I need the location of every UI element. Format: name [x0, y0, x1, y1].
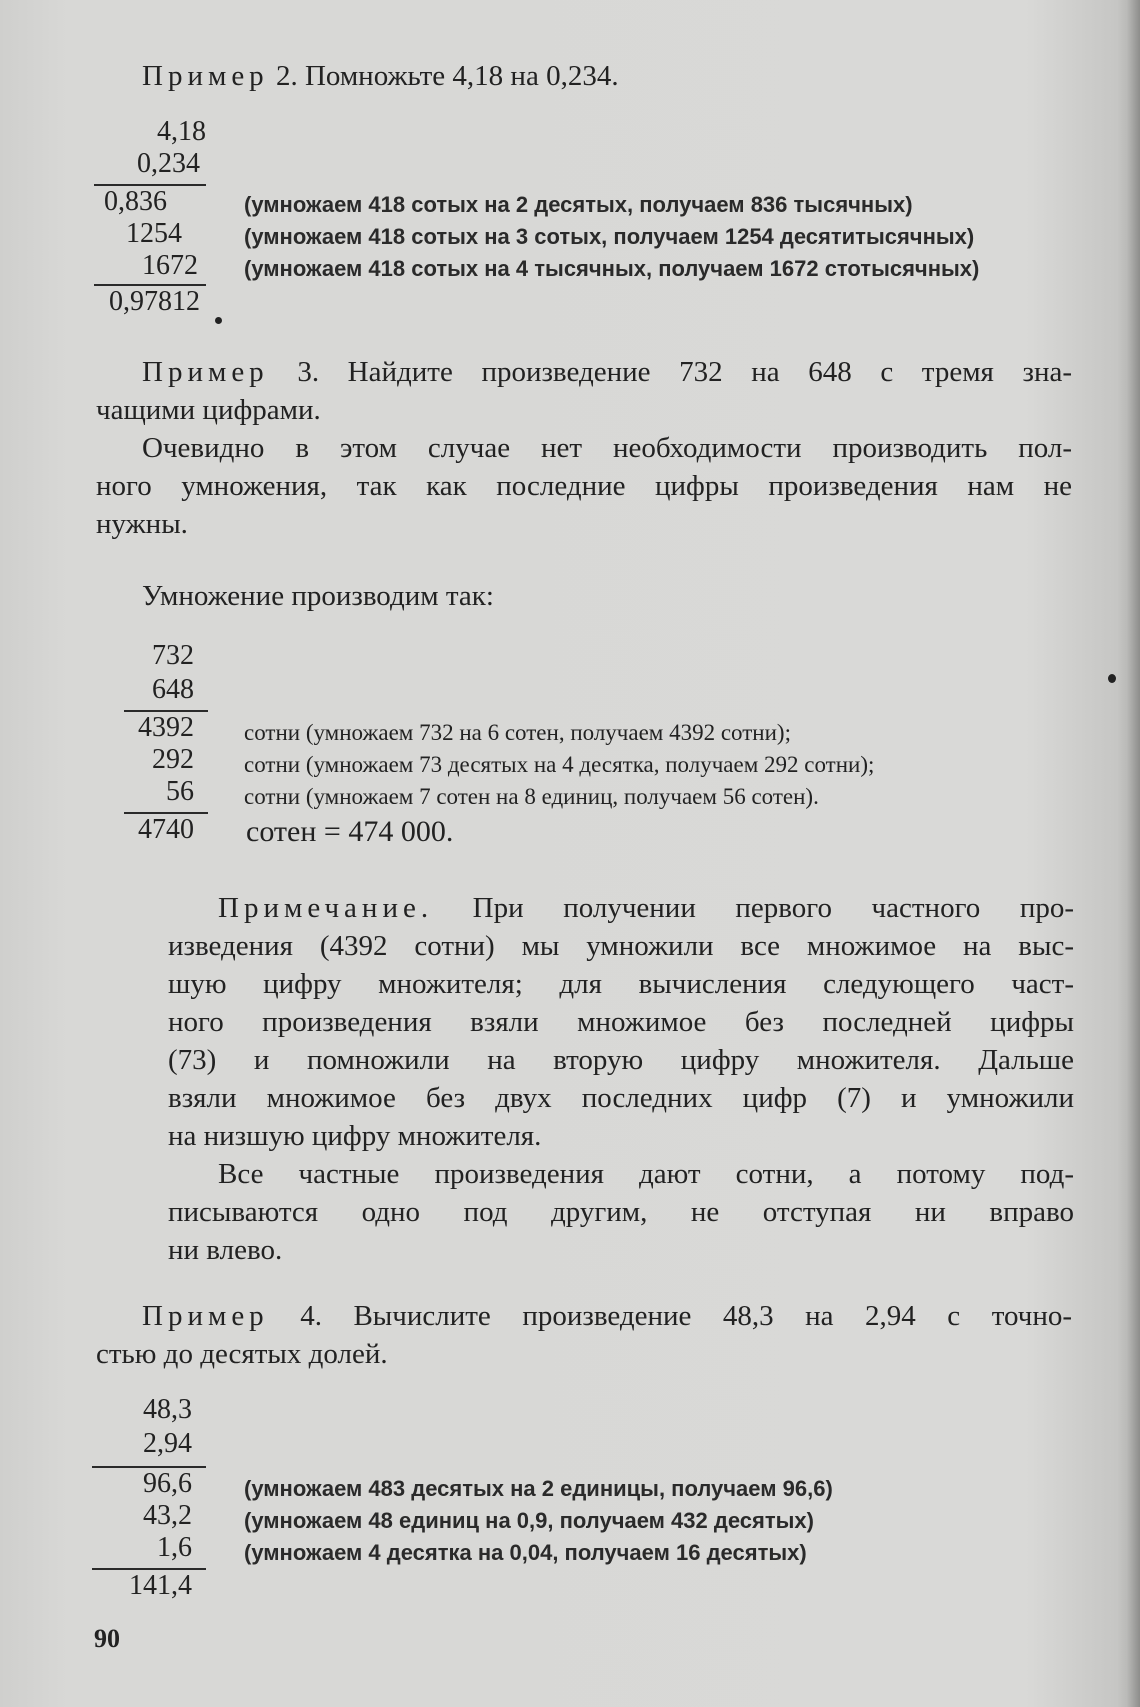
example-4-text: 4. Вычислите произведение 48,3 на 2,94 с точно- [300, 1300, 1072, 1332]
ex3-para-line-2: ного умножения, так как последние цифры произведения нам не [96, 470, 1072, 502]
example-2-label: Пример [142, 60, 269, 92]
ex2-note-3: (умножаем 418 сотых на 4 тысячных, получаем 1672 стотысячных) [244, 256, 980, 281]
example-4-title [142, 1298, 1072, 1334]
example-2-title [142, 58, 619, 94]
ex4-partial-2: 43,2 [143, 1500, 192, 1531]
margin-ink-dot [1108, 674, 1116, 683]
ex3-multiplicand: 732 [152, 640, 194, 671]
page-number: 90 [94, 1624, 120, 1653]
remark-para2-line-2: писываются одно под другим, не отступая ни вправо [168, 1196, 1074, 1228]
ex4-note-2: (умножаем 48 единиц на 0,9, получаем 432 десятых) [244, 1508, 814, 1533]
ex2-partial-1: 0,836 [104, 186, 167, 217]
example-3-title-cont: чащими цифрами. [96, 394, 321, 426]
page-spine-shadow [1126, 0, 1140, 1707]
remark-line-4: ного произведения взяли множимое без последней цифры [168, 1006, 1074, 1038]
ex3-partial-2: 292 [152, 744, 194, 775]
ex4-product: 141,4 [129, 1570, 192, 1601]
ex2-partial-3: 1672 [142, 250, 198, 281]
remark-first-line [218, 890, 1074, 926]
example-2-text: 2. Помножьте 4,18 на 0,234. [275, 60, 619, 92]
ex2-note-1: (умножаем 418 сотых на 2 десятых, получаем 836 тысячных) [244, 192, 913, 217]
ex2-multiplicand: 4,18 [157, 116, 206, 147]
example-4-label: Пример [142, 1300, 269, 1332]
ex3-para-line-1: Очевидно в этом случае нет необходимости производить пол- [142, 432, 1072, 464]
ex2-product: 0,97812 [109, 286, 200, 317]
ex4-multiplicand: 48,3 [143, 1394, 192, 1425]
ex4-partial-1: 96,6 [143, 1468, 192, 1499]
ex3-partial-3: 56 [166, 776, 194, 807]
ex2-partial-2: 1254 [126, 218, 182, 249]
ex3-partial-1: 4392 [138, 712, 194, 743]
ex4-partial-3: 1,6 [157, 1532, 192, 1563]
remark-first-text: При получении первого частного про- [472, 892, 1074, 924]
ex3-multiplier: 648 [152, 674, 194, 705]
remark-line-7: на низшую цифру множителя. [168, 1120, 542, 1152]
ex3-note-2: сотни (умножаем 73 десятых на 4 десятка, получаем 292 сотни); [244, 752, 875, 777]
remark-line-6: взяли множимое без двух последних цифр (7) и умножили [168, 1082, 1074, 1114]
example-3-title [142, 354, 1072, 390]
remark-line-3: шую цифру множителя; для вычисления следующего част- [168, 968, 1074, 1000]
ex2-multiplier: 0,234 [137, 148, 200, 179]
example-4-title-cont: стью до десятых долей. [96, 1338, 388, 1370]
ex3-product: 4740 [138, 814, 194, 845]
ex4-note-3: (умножаем 4 десятка на 0,04, получаем 16 десятых) [244, 1540, 807, 1565]
ex4-note-1: (умножаем 483 десятых на 2 единицы, получаем 96,6) [244, 1476, 833, 1501]
example-3-label: Пример [142, 356, 269, 388]
ex2-note-2: (умножаем 418 сотых на 3 сотых, получаем 1254 десятитысячных) [244, 224, 975, 249]
ex3-note-3: сотни (умножаем 7 сотен на 8 единиц, получаем 56 сотен). [244, 784, 819, 809]
ex3-para-line-3: нужны. [96, 508, 188, 540]
remark-para2-line-3: ни влево. [168, 1234, 283, 1266]
remark-line-5: (73) и помножили на вторую цифру множителя. Дальше [168, 1044, 1074, 1076]
example-3-text: 3. Найдите произведение 732 на 648 с тремя зна- [297, 356, 1073, 388]
ex3-lead: Умножение производим так: [142, 580, 494, 612]
remark-para2-line-1: Все частные произведения дают сотни, а потому под- [218, 1158, 1074, 1190]
ink-dot [215, 317, 222, 324]
ex3-note-1: сотни (умножаем 732 на 6 сотен, получаем 4392 сотни); [244, 720, 791, 745]
remark-label: Примечание. [218, 892, 434, 924]
ex4-multiplier: 2,94 [143, 1428, 192, 1459]
remark-line-2: изведения (4392 сотни) мы умножили все множимое на выс- [168, 930, 1074, 962]
ex3-result: сотен = 474 000. [246, 815, 454, 848]
